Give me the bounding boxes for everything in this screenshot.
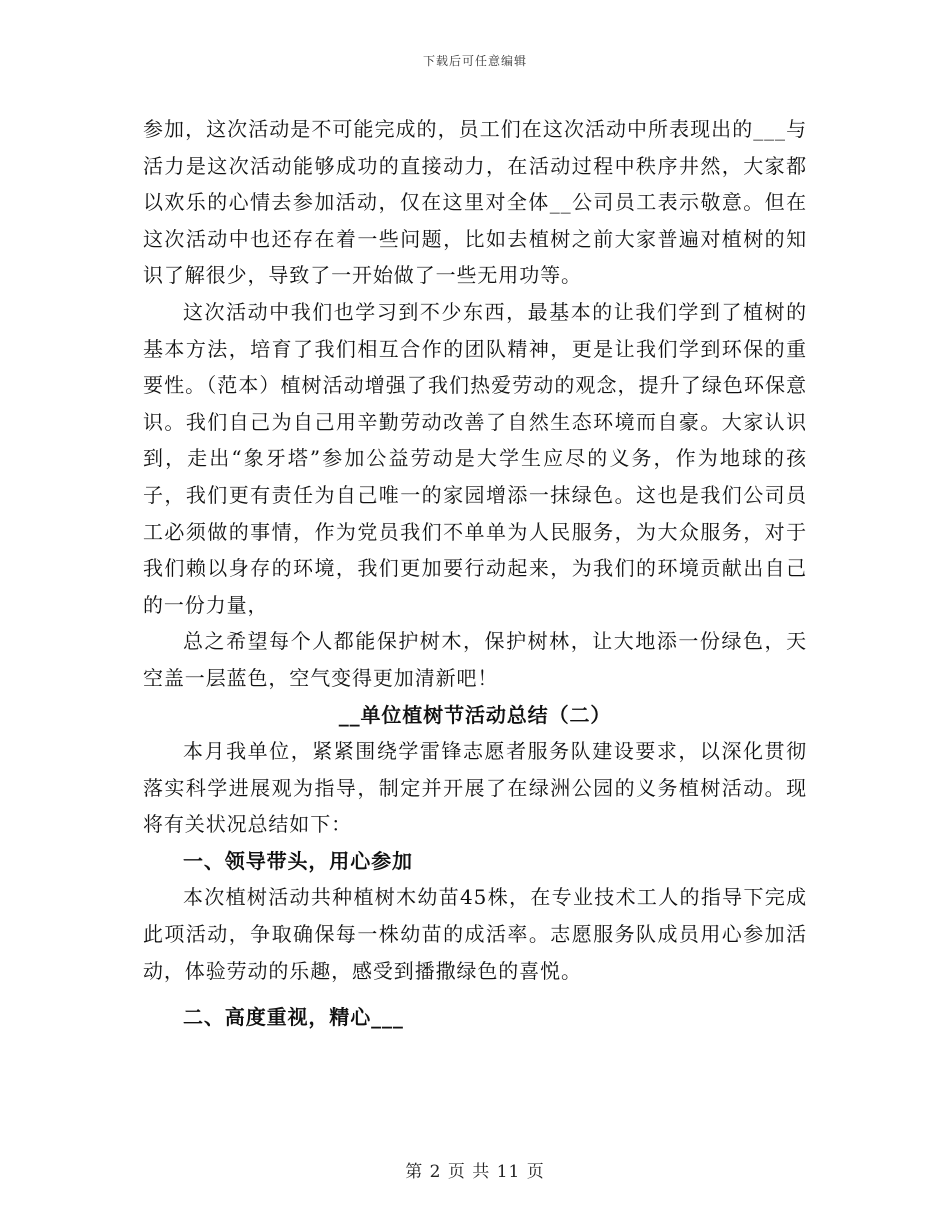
section-title: __单位植树节活动总结（二） [338,702,612,727]
heading-attention: 二、高度重视，精心___ [183,1005,404,1030]
heading-leadership: 一、领导带头，用心参加 [183,848,413,873]
paragraph-intro: 本月我单位，紧紧围绕学雷锋志愿者服务队建设要求，以深化贯彻落实科学进展观为指导，制定并开展了在绿洲公园的义务植树活动。现将有关状况总结如下： [143,739,807,837]
paragraph-conclusion: 总之希望每个人都能保护树木，保护树林，让大地添一份绿色，天空盖一层蓝色，空气变得更加清新吧！ [143,629,807,690]
paragraph-continuation: 参加，这次活动是不可能完成的，员工们在这次活动中所表现出的___与活力是这次活动能够成功的直接动力，在活动过程中秩序井然，大家都以欢乐的心情去参加活动，仅在这里对全体__公司员工表示敬意。但在这次活动中也还存在着一些问题，比如去植树之前大家普遍对植树的知识了解很少，导致了一开始做了一些无用功等。 [143,117,807,288]
paragraph-lessons: 这次活动中我们也学习到不少东西，最基本的让我们学到了植树的基本方法，培育了我们相互合作的团队精神，更是让我们学到环保的重要性。（范本）植树活动增强了我们热爱劳动的观念，提升了绿色环保意识。我们自己为自己用辛勤劳动改善了自然生态环境而自豪。大家认识到，走出“象牙塔”参加公益劳动是大学生应尽的义务，作为地球的孩子，我们更有责任为自己唯一的家园增添一抹绿色。这也是我们公司员工必须做的事情，作为党员我们不单单为人民服务，为大众服务，对于我们赖以身存的环境，我们更加要行动起来，为我们的环境贡献出自己的一份力量， [143,299,807,617]
header-note: 下载后可任意编辑 [422,54,527,68]
document-body [143,111,807,1036]
page-number: 第 2 页 共 11 页 [405,1162,545,1182]
paragraph-planting-details: 本次植树活动共种植树木幼苗45株，在专业技术工人的指导下完成此项活动，争取确保每一株幼苗的成活率。志愿服务队成员用心参加活动，体验劳动的乐趣，感受到播撒绿色的喜悦。 [143,885,807,983]
